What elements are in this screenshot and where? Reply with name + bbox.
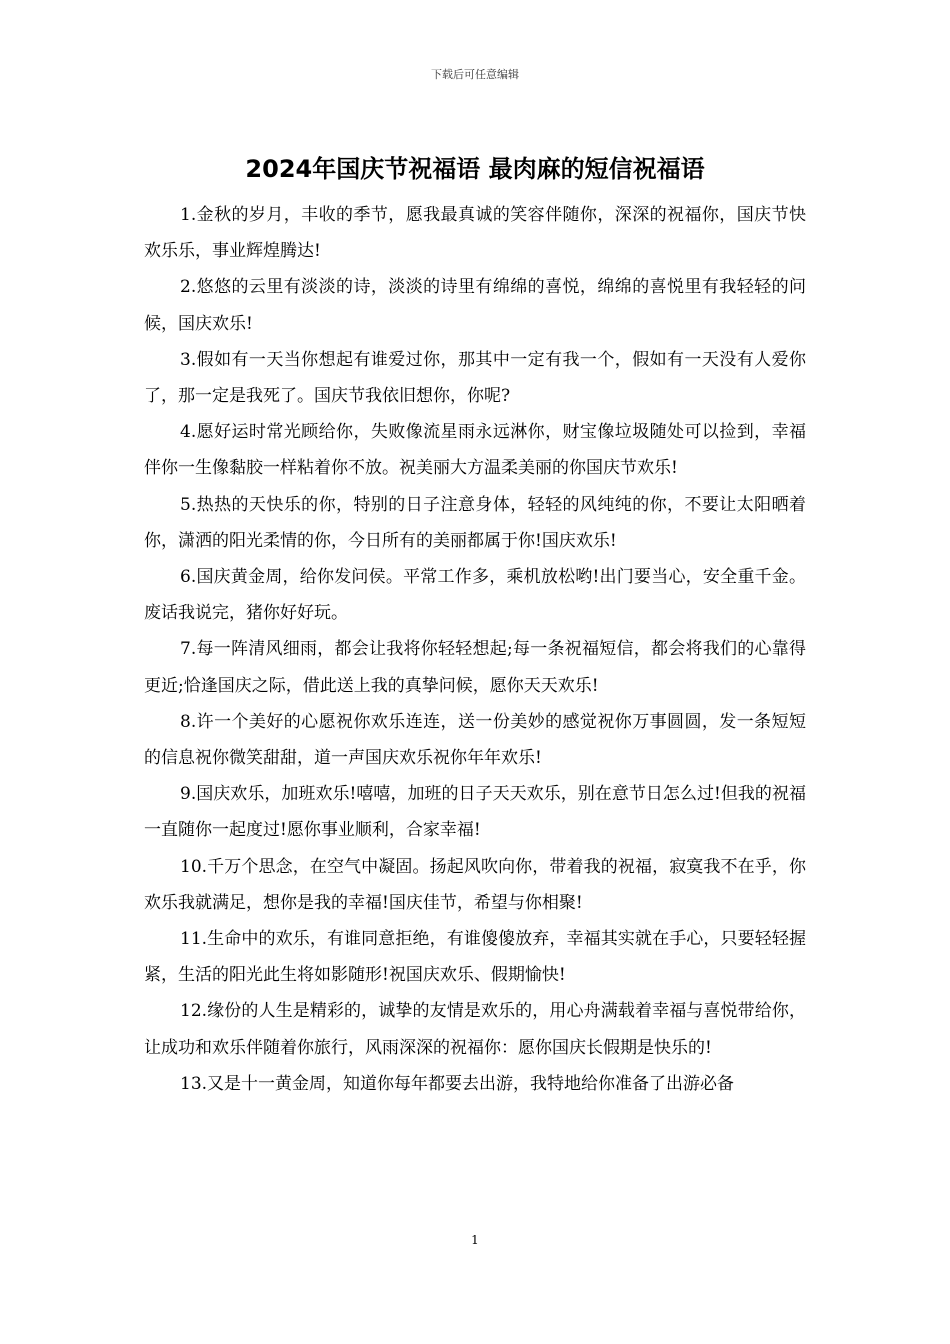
page-header-note: 下载后可任意编辑 <box>431 68 519 81</box>
wish-item-8: 8.许一个美好的心愿祝你欢乐连连，送一份美妙的感觉祝你万事圆圆，发一条短短的信息祝你微笑甜甜，道一声国庆欢乐祝你年年欢乐! <box>144 711 806 769</box>
wish-item-13: 13.又是十一黄金周，知道你每年都要去出游，我特地给你准备了出游必备 <box>180 1073 735 1094</box>
wish-item-11: 11.生命中的欢乐，有谁同意拒绝，有谁傻傻放弃，幸福其实就在手心，只要轻轻握紧，生活的阳光此生将如影随形!祝国庆欢乐、假期愉快! <box>144 929 806 986</box>
wish-item-12: 12.缘份的人生是精彩的，诚挚的友情是欢乐的，用心舟满载着幸福与喜悦带给你，让成功和欢乐伴随着你旅行，风雨深深的祝福你：愿你国庆长假期是快乐的! <box>144 1001 806 1058</box>
wish-item-10: 10.千万个思念，在空气中凝固。扬起风吹向你，带着我的祝福，寂寞我不在乎，你欢乐我就满足，想你是我的幸福!国庆佳节，希望与你相聚! <box>144 856 806 913</box>
wish-item-9: 9.国庆欢乐，加班欢乐!嘻嘻，加班的日子天天欢乐，别在意节日怎么过!但我的祝福一直随你一起度过!愿你事业顺利，合家幸福! <box>144 784 806 841</box>
wish-item-5: 5.热热的天快乐的你，特别的日子注意身体，轻轻的风纯纯的你，不要让太阳晒着你，潇洒的阳光柔情的你，今日所有的美丽都属于你!国庆欢乐! <box>144 494 806 551</box>
wish-item-1: 1.金秋的岁月，丰收的季节，愿我最真诚的笑容伴随你，深深的祝福你，国庆节快欢乐乐，事业辉煌腾达! <box>144 205 806 262</box>
wish-list <box>144 197 806 1102</box>
page-number: 1 <box>471 1233 479 1247</box>
wish-item-6: 6.国庆黄金周，给你发问侯。平常工作多，乘机放松哟!出门要当心，安全重千金。废话我说完，猪你好好玩。 <box>144 567 806 624</box>
document-title: 2024年国庆节祝福语 最肉麻的短信祝福语 <box>245 155 705 183</box>
wish-item-4: 4.愿好运时常光顾给你，失败像流星雨永远淋你，财宝像垃圾随处可以捡到，幸福伴你一生像黏胶一样粘着你不放。祝美丽大方温柔美丽的你国庆节欢乐! <box>144 422 806 479</box>
wish-item-2: 2.悠悠的云里有淡淡的诗，淡淡的诗里有绵绵的喜悦，绵绵的喜悦里有我轻轻的问候，国庆欢乐! <box>144 277 806 334</box>
wish-item-7: 7.每一阵清风细雨，都会让我将你轻轻想起;每一条祝福短信，都会将我们的心靠得更近;恰逢国庆之际，借此送上我的真挚问候，愿你天天欢乐! <box>144 639 806 696</box>
wish-item-3: 3.假如有一天当你想起有谁爱过你，那其中一定有我一个，假如有一天没有人爱你了，那一定是我死了。国庆节我依旧想你，你呢? <box>144 349 806 407</box>
